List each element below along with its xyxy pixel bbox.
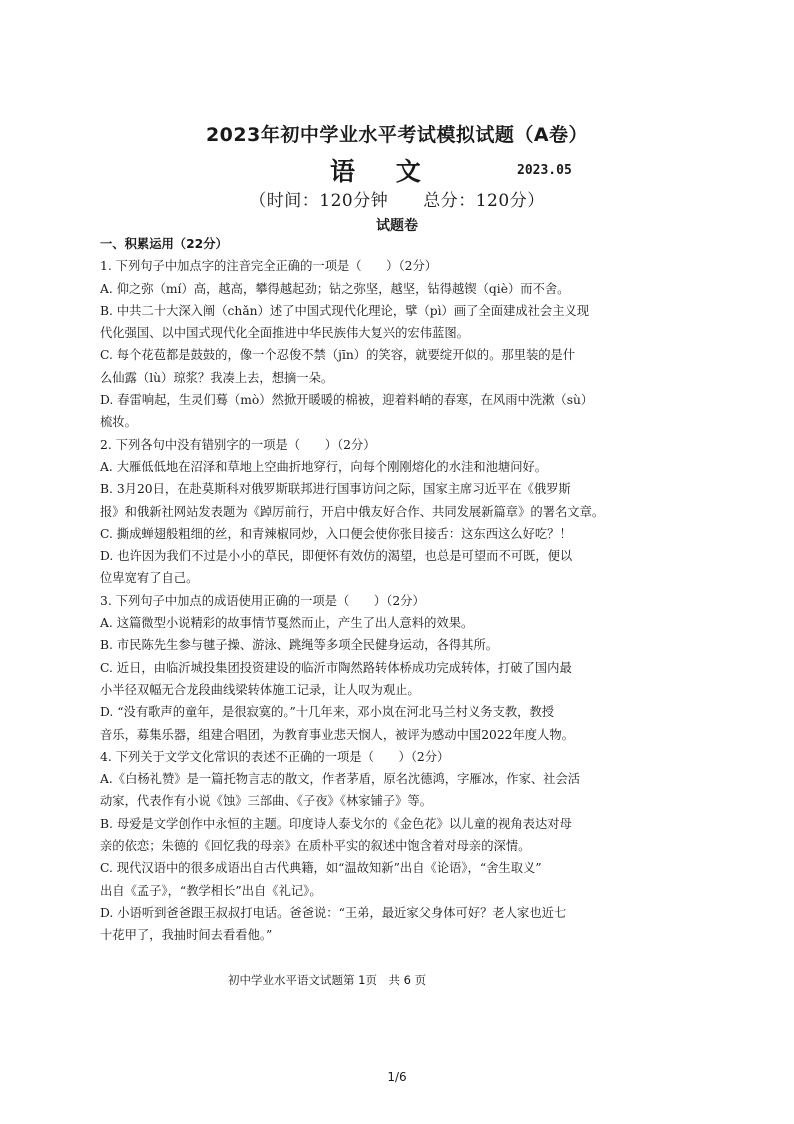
section-heading: 一、积累运用（22分）: [100, 237, 228, 251]
text-line: 动家，代表作有小说《蚀》三部曲、《子夜》《林家铺子》等。: [100, 794, 433, 809]
text-line: 3. 下列句子中加点的成语使用正确的一项是（ ）（2分）: [100, 593, 425, 608]
text-line: B. 3月20日，在赴莫斯科对俄罗斯联邦进行国事访问之际，国家主席习近平在《俄罗斯: [100, 482, 571, 497]
text-line: D. “没有歌声的童年，是很寂寞的。”十几年来，邓小岚在河北马兰村义务支教，教授: [100, 705, 555, 720]
text-line: 代化强国、以中国式现代化全面推进中华民族伟大复兴的宏伟蓝图。: [100, 326, 469, 341]
text-line: 4. 下列关于文学文化常识的表述不正确的一项是（ ）（2分）: [100, 749, 450, 764]
text-line: B. 母爱是文学创作中永恒的主题。印度诗人泰戈尔的《金色花》以儿童的视角表达对母: [100, 816, 572, 831]
text-line: 位卑宽宥了自己。: [100, 571, 199, 586]
text-line: D. 春雷响起，生灵们蓦（mò）然掀开暖暖的棉被，迎着料峭的春寒，在风雨中洗漱（sù）: [100, 393, 594, 408]
exam-date: 2023.05: [517, 163, 572, 178]
exam-title: 2023年初中学业水平考试模拟试题（A卷）: [205, 124, 589, 146]
text-line: C. 撕成蝉翅般粗细的丝，和青辣椒同炒，入口便会使你张目接舌：这东西这么好吃？！: [100, 526, 572, 541]
paper-label: 试题卷: [376, 218, 418, 234]
text-line: 报》和俄新社网站发表题为《踔厉前行，开启中俄友好合作、共同发展新篇章》的署名文章。: [100, 504, 605, 519]
text-line: A.《白杨礼赞》是一篇托物言志的散文，作者茅盾，原名沈德鸿，字雁冰，作家、社会活: [100, 772, 581, 787]
text-line: C. 现代汉语中的很多成语出自古代典籍，如“温故知新”出自《论语》，“舍生取义”: [100, 861, 542, 876]
text-line: B. 市民陈先生参与毽子操、游泳、跳绳等多项全民健身运动，各得其所。: [100, 638, 499, 653]
text-line: 音乐，募集乐器，组建合唱团，为教育事业悲天悯人，被评为感动中国2022年度人物。: [100, 727, 574, 742]
text-line: 1. 下列句子中加点字的注音完全正确的一项是（ ）（2分）: [100, 259, 438, 274]
text-line: D. 也许因为我们不过是小小的草民，即便怀有效仿的渴望，也总是可望而不可既，便以: [100, 549, 573, 564]
text-line: A. 大雁低低地在沼泽和草地上空曲折地穿行，向每个刚刚熔化的水洼和池塘问好。: [100, 459, 548, 474]
text-line: A. 这篇微型小说精彩的故事情节戛然而止，产生了出人意料的效果。: [100, 616, 474, 631]
text-line: 么仙露（lù）琼浆？我凑上去，想摘一朵。: [100, 370, 334, 385]
text-line: C. 每个花苞都是鼓鼓的，像一个忍俊不禁（jīn）的笑容，就要绽开似的。那里装的是什: [100, 348, 576, 363]
time-score-info: （时间：120分钟 总分：120分）: [249, 191, 545, 211]
text-line: 梳妆。: [100, 415, 137, 430]
text-line: 亲的依恋；朱德的《回忆我的母亲》在质朴平实的叙述中饱含着对母亲的深情。: [100, 839, 531, 854]
text-line: A. 仰之弥（mí）高，越高，攀得越起劲；钻之弥坚，越坚，钻得越锲（qiè）而不舍。: [100, 281, 570, 296]
text-line: D. 小语听到爸爸跟王叔叔打电话。爸爸说：“王弟，最近家父身体可好？老人家也近七: [100, 905, 567, 920]
text-line: 小半径双幅无合龙段曲线梁转体施工记录，让人叹为观止。: [100, 682, 420, 697]
subject-heading: 语 文: [330, 157, 437, 186]
text-line: 十花甲了，我抽时间去看看他。”: [100, 928, 273, 943]
question-content: [100, 233, 705, 947]
page-indicator: 1/6: [387, 1070, 407, 1084]
text-line: B. 中共二十大深入阐（chǎn）述了中国式现代化理论，擘（pì）画了全面建成社会主义现: [100, 303, 590, 318]
text-line: C. 近日，由临沂城投集团投资建设的临沂市陶然路转体桥成功完成转体，打破了国内最: [100, 660, 572, 675]
text-line: 出自《孟子》，“教学相长”出自《礼记》。: [100, 883, 322, 898]
text-line: 2. 下列各句中没有错别字的一项是（ ）（2分）: [100, 437, 376, 452]
page-footer: 初中学业水平语文试题第 1页 共 6 页: [228, 973, 427, 987]
